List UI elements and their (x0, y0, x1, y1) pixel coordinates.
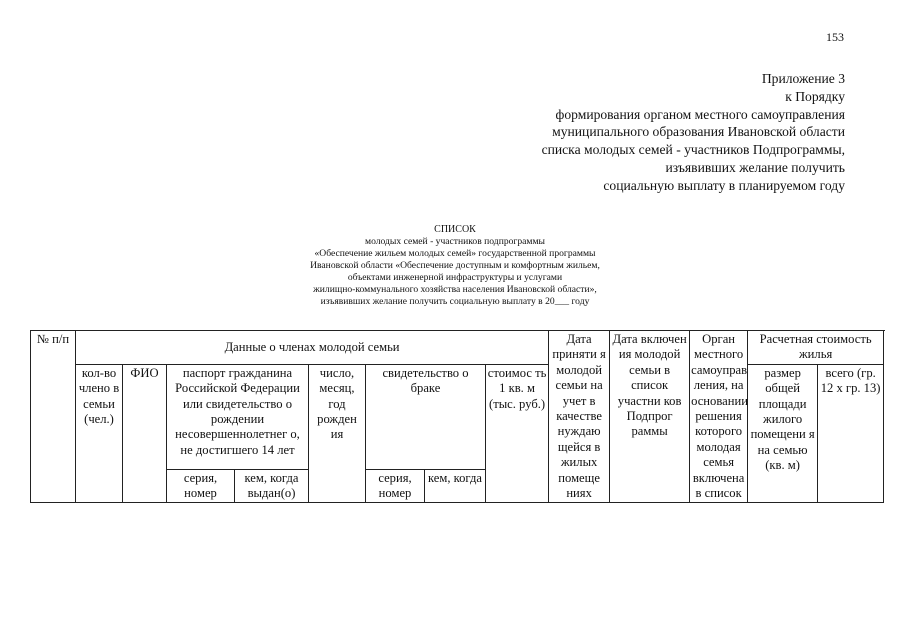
sub-passport-issued: кем, когда выдан(о) (235, 469, 309, 503)
page-number: 153 (826, 30, 844, 44)
family-data-group-header: Данные о членах молодой семьи (76, 331, 549, 365)
list-subtitle-line: молодых семей - участников подпрограммы (365, 236, 545, 247)
sub-marriage-issued: кем, когда (425, 469, 486, 503)
appendix-line: изъявивших желание получить (665, 159, 845, 175)
col-organ-header: Орган местного самоуправ ления, на основании решения которого молодая семья включена в список (690, 331, 748, 503)
cost-group-header: Расчетная стоимость жилья (748, 331, 884, 365)
col-passport-header: паспорт гражданина Российской Федерации или свидетельство о рождении несовершеннолетнег о, не достигшего 14 лет (167, 364, 309, 469)
list-title: СПИСОК (434, 224, 476, 235)
appendix-line: к Порядку (785, 88, 845, 104)
col-cost-per-meter-header: стоимос ть 1 кв. м (тыс. руб.) (486, 364, 549, 503)
list-subtitle-line: объектами инженерной инфраструктуры и услугами (347, 272, 563, 283)
col-total-header: всего (гр. 12 х гр. 13) (818, 364, 884, 503)
col-marriage-header: свидетельство о браке (366, 364, 486, 469)
appendix-line: Приложение 3 (761, 71, 845, 86)
appendix-line: муниципального образования Ивановской области (552, 124, 845, 140)
appendix-block (425, 70, 845, 195)
sub-passport-series: серия, номер (167, 469, 235, 503)
appendix-line: формирования органом местного самоуправления (555, 106, 845, 122)
col-number-header: № п/п (31, 331, 76, 503)
list-subtitle-line: жилищно-коммунального хозяйства населения Ивановской области», (313, 284, 597, 295)
appendix-line: списка молодых семей - участников Подпрограммы, (541, 142, 845, 158)
col-date-included-header: Дата включен ия молодой семьи в список участни ков Подпрог раммы (610, 331, 690, 503)
col-family-count-header: кол-во члено в семьи (чел.) (76, 364, 123, 503)
list-subtitle-line: «Обеспечение жильем молодых семей» государственной программы (314, 248, 596, 259)
list-header (200, 224, 710, 308)
col-birthdate-header: число, месяц, год рожден ия (309, 364, 366, 503)
sub-marriage-series: серия, номер (366, 469, 425, 503)
families-table (30, 330, 884, 503)
col-date-accepted-header: Дата приняти я молодой семьи на учет в качестве нуждаю щейся в жилых помеще ниях (549, 331, 610, 503)
col-fio-header: ФИО (123, 364, 167, 503)
list-subtitle-line: изъявивших желание получить социальную выплату в 20___ году (320, 296, 590, 307)
col-area-header: размер общей площади жилого помещени я на семью (кв. м) (748, 364, 818, 503)
appendix-line: социальную выплату в планируемом году (603, 177, 845, 193)
list-subtitle-line: Ивановской области «Обеспечение доступным и комфортным жильем, (310, 260, 600, 271)
